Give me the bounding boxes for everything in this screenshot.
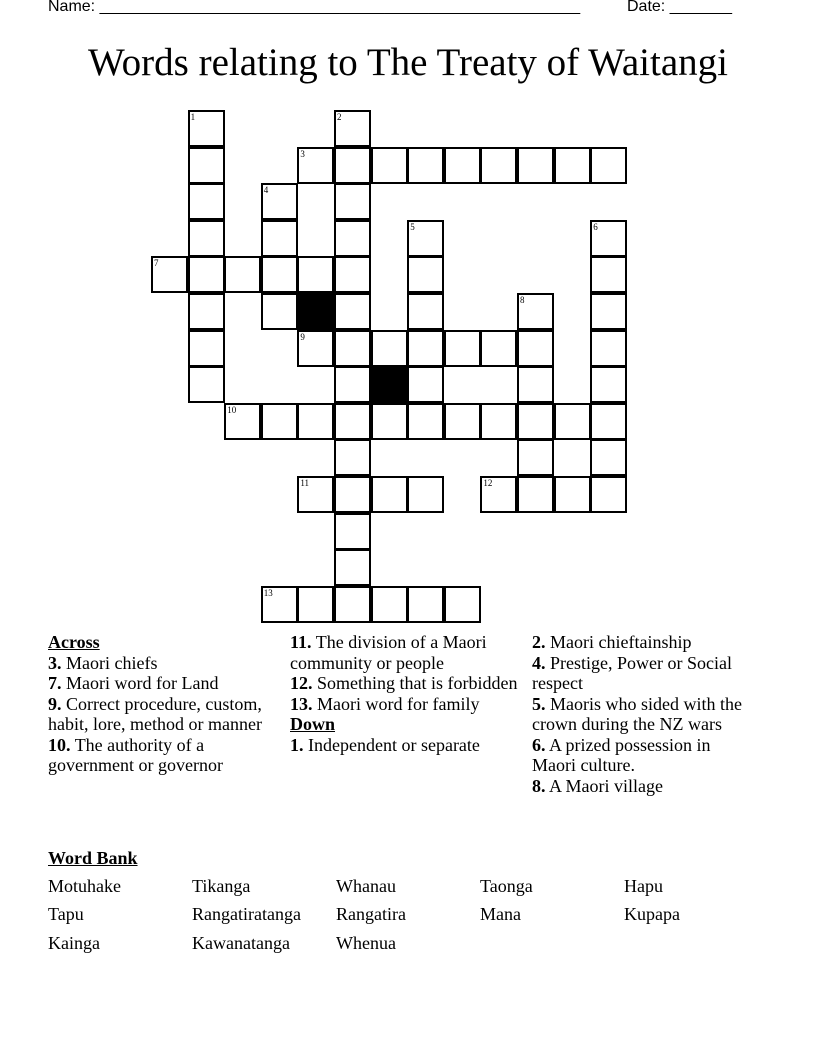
grid-cell[interactable] bbox=[480, 147, 517, 184]
grid-cell[interactable] bbox=[480, 476, 517, 513]
grid-cell[interactable] bbox=[444, 586, 481, 623]
grid-cell[interactable] bbox=[517, 366, 554, 403]
grid-cell[interactable] bbox=[590, 403, 627, 440]
grid-cell[interactable] bbox=[188, 183, 225, 220]
grid-cell[interactable] bbox=[517, 476, 554, 513]
clue-across-11: 11. The division of a Maori community or people bbox=[290, 632, 487, 673]
grid-cell[interactable] bbox=[407, 586, 444, 623]
grid-cell[interactable] bbox=[590, 293, 627, 330]
grid-cell[interactable] bbox=[334, 330, 371, 367]
grid-cell[interactable] bbox=[517, 147, 554, 184]
word-bank-item: Hapu bbox=[624, 876, 663, 896]
grid-cell[interactable] bbox=[297, 147, 334, 184]
word-bank-item: Tapu bbox=[48, 904, 84, 924]
grid-cell[interactable] bbox=[334, 147, 371, 184]
word-bank-item: Kawanatanga bbox=[192, 933, 290, 953]
grid-cell[interactable] bbox=[407, 330, 444, 367]
grid-cell[interactable] bbox=[224, 256, 261, 293]
word-bank-item: Rangatira bbox=[336, 904, 406, 924]
grid-clue-number: 5 bbox=[410, 221, 415, 232]
grid-cell[interactable] bbox=[407, 256, 444, 293]
grid-cell[interactable] bbox=[334, 183, 371, 220]
grid-cell[interactable] bbox=[517, 403, 554, 440]
clue-across-7: 7. Maori word for Land bbox=[48, 673, 219, 693]
grid-cell[interactable] bbox=[590, 220, 627, 257]
grid-cell[interactable] bbox=[334, 293, 371, 330]
grid-cell[interactable] bbox=[517, 439, 554, 476]
clue-down-6: 6. A prized possession in Maori culture. bbox=[532, 734, 711, 775]
grid-cell[interactable] bbox=[407, 476, 444, 513]
grid-clue-number: 7 bbox=[154, 258, 159, 269]
grid-cell[interactable] bbox=[261, 586, 298, 623]
grid-cell[interactable] bbox=[517, 330, 554, 367]
grid-cell[interactable] bbox=[334, 549, 371, 586]
grid-cell[interactable] bbox=[407, 220, 444, 257]
page-title: Words relating to The Treaty of Waitangi bbox=[87, 41, 728, 84]
clue-across-9: 9. Correct procedure, custom, habit, lore, method or manner bbox=[48, 693, 262, 734]
grid-cell[interactable] bbox=[371, 586, 408, 623]
grid-cell[interactable] bbox=[334, 439, 371, 476]
clue-down-5: 5. Maoris who sided with the crown during the NZ wars bbox=[532, 693, 742, 734]
word-bank-item: Whenua bbox=[336, 933, 396, 953]
grid-cell[interactable] bbox=[297, 403, 334, 440]
grid-cell[interactable] bbox=[334, 220, 371, 257]
grid-clue-number: 12 bbox=[483, 478, 493, 488]
grid-clue-number: 6 bbox=[593, 221, 598, 232]
grid-cell[interactable] bbox=[371, 147, 408, 184]
grid-clue-number: 2 bbox=[337, 112, 342, 122]
grid-clue-number: 8 bbox=[520, 295, 525, 305]
grid-cell[interactable] bbox=[554, 403, 591, 440]
grid-clue-number: 9 bbox=[300, 331, 305, 342]
grid-clue-number: 1 bbox=[190, 112, 196, 122]
grid-cell[interactable] bbox=[407, 403, 444, 440]
grid-cell[interactable] bbox=[188, 110, 225, 147]
word-bank-item: Kupapa bbox=[624, 904, 680, 924]
grid-cell[interactable] bbox=[261, 220, 298, 257]
grid-cell[interactable] bbox=[480, 330, 517, 367]
grid-cell[interactable] bbox=[188, 293, 225, 330]
grid-cell[interactable] bbox=[444, 330, 481, 367]
grid-cell[interactable] bbox=[554, 147, 591, 184]
down-heading: Down bbox=[290, 714, 336, 734]
grid-cell[interactable] bbox=[188, 220, 225, 257]
grid-cell[interactable] bbox=[297, 330, 334, 367]
grid-cell[interactable] bbox=[590, 476, 627, 513]
word-bank-item: Rangatiratanga bbox=[192, 904, 301, 924]
grid-cell[interactable] bbox=[151, 256, 188, 293]
date-field-label: Date: _______ bbox=[627, 0, 732, 15]
grid-cell[interactable] bbox=[334, 513, 371, 550]
grid-block-cell bbox=[371, 366, 408, 403]
grid-cell[interactable] bbox=[188, 330, 225, 367]
grid-cell[interactable] bbox=[334, 256, 371, 293]
word-bank-title: Word Bank bbox=[48, 848, 138, 868]
grid-clue-number: 11 bbox=[300, 478, 310, 488]
grid-cell[interactable] bbox=[371, 476, 408, 513]
grid-cell[interactable] bbox=[297, 586, 334, 623]
grid-cell[interactable] bbox=[188, 147, 225, 184]
down-clues-col3 bbox=[532, 632, 757, 796]
clue-down-8: 8. A Maori village bbox=[532, 775, 663, 796]
grid-cell[interactable] bbox=[261, 256, 298, 293]
grid-cell[interactable] bbox=[407, 293, 444, 330]
clue-across-12: 12. Something that is forbidden bbox=[290, 673, 518, 693]
word-bank-item: Tikanga bbox=[192, 876, 251, 896]
grid-cell[interactable] bbox=[590, 366, 627, 403]
grid-cell[interactable] bbox=[480, 403, 517, 440]
word-bank-item: Whanau bbox=[336, 876, 396, 896]
grid-cell[interactable] bbox=[554, 476, 591, 513]
grid-cell[interactable] bbox=[334, 403, 371, 440]
clue-down-1: 1. Independent or separate bbox=[290, 734, 480, 755]
grid-cell[interactable] bbox=[590, 147, 627, 184]
grid-cell[interactable] bbox=[297, 476, 334, 513]
grid-cell[interactable] bbox=[188, 256, 225, 293]
word-bank-item: Kainga bbox=[48, 933, 100, 953]
grid-block-cell bbox=[297, 293, 334, 330]
grid-cell[interactable] bbox=[371, 403, 408, 440]
grid-cell[interactable] bbox=[261, 293, 298, 330]
grid-cell[interactable] bbox=[444, 147, 481, 184]
grid-cell[interactable] bbox=[517, 293, 554, 330]
grid-cell[interactable] bbox=[334, 366, 371, 403]
across-heading: Across bbox=[48, 632, 100, 652]
name-field-label: Name: ______________________________________________________ bbox=[48, 0, 581, 15]
grid-cell[interactable] bbox=[188, 366, 225, 403]
grid-cell[interactable] bbox=[444, 403, 481, 440]
grid-cell[interactable] bbox=[371, 330, 408, 367]
grid-cell[interactable] bbox=[407, 366, 444, 403]
grid-cell[interactable] bbox=[297, 256, 334, 293]
grid-cell[interactable] bbox=[261, 403, 298, 440]
grid-cell[interactable] bbox=[334, 110, 371, 147]
grid-cell[interactable] bbox=[590, 439, 627, 476]
grid-cell[interactable] bbox=[590, 330, 627, 367]
word-bank-item: Motuhake bbox=[48, 876, 121, 896]
grid-clue-number: 10 bbox=[227, 404, 237, 415]
clue-across-13: 13. Maori word for family bbox=[290, 693, 480, 714]
word-bank-item: Mana bbox=[480, 904, 521, 924]
clue-down-4: 4. Prestige, Power or Social respect bbox=[532, 652, 732, 693]
grid-cell[interactable] bbox=[407, 147, 444, 184]
across-clues-col1 bbox=[48, 632, 283, 776]
clue-across-10: 10. The authority of a government or governor bbox=[48, 734, 223, 775]
across-down-clues-col2 bbox=[290, 632, 526, 755]
grid-clue-number: 3 bbox=[300, 148, 305, 159]
grid-cell[interactable] bbox=[261, 183, 298, 220]
grid-cell[interactable] bbox=[590, 256, 627, 293]
grid-clue-number: 4 bbox=[263, 185, 269, 196]
clue-across-3: 3. Maori chiefs bbox=[48, 652, 158, 673]
grid-cell[interactable] bbox=[334, 586, 371, 623]
grid-clue-number: 13 bbox=[263, 587, 273, 598]
word-bank-item: Taonga bbox=[480, 876, 533, 896]
clue-down-2: 2. Maori chieftainship bbox=[532, 632, 692, 652]
grid-cell[interactable] bbox=[334, 476, 371, 513]
grid-cell[interactable] bbox=[224, 403, 261, 440]
